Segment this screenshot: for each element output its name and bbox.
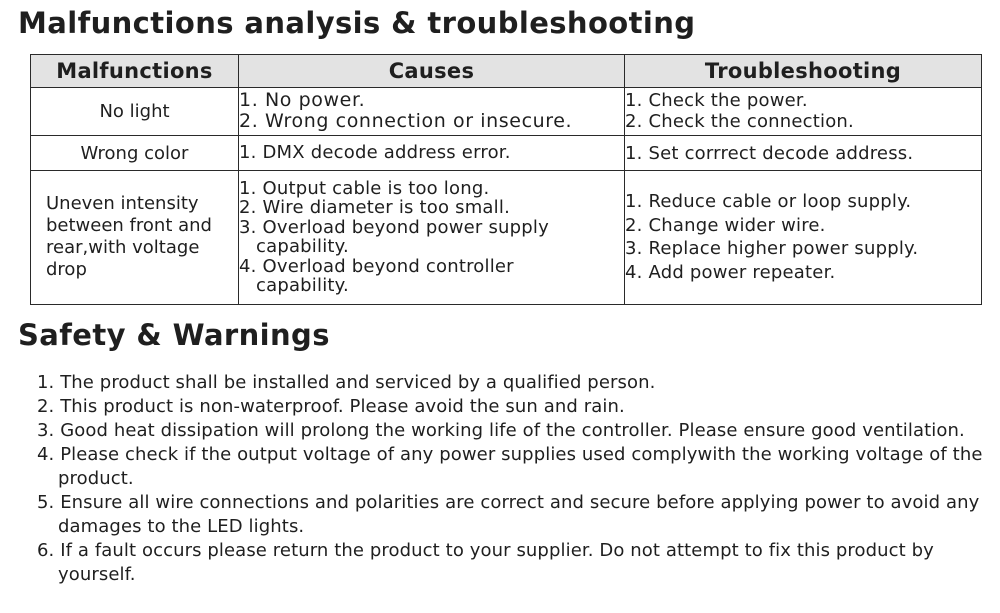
troubleshooting-line: 1. Set corrrect decode address. — [625, 142, 914, 164]
troubleshooting-line: 2. Check the connection. — [625, 111, 854, 133]
malfunctions-table — [30, 54, 982, 305]
list-item: 5. Ensure all wire connections and polarities are correct and secure before applying power to avoid any damages to the LED lights. — [37, 492, 980, 537]
troubleshooting-line: 1. Reduce cable or loop supply. — [625, 191, 912, 213]
header-causes: Causes — [239, 55, 625, 88]
list-item: 1. The product shall be installed and serviced by a qualified person. — [37, 372, 656, 393]
cause-line: 2. Wrong connection or insecure. — [239, 110, 573, 133]
table-header-row — [31, 55, 982, 88]
table-row — [31, 170, 982, 304]
cause-line: capability. — [256, 275, 349, 297]
table-row — [31, 136, 982, 171]
cause-line: 1. Output cable is too long. — [239, 177, 490, 199]
troubleshooting-cell — [625, 87, 982, 136]
list-item: 3. Good heat dissipation will prolong the working life of the controller. Please ensure good ventilation. — [37, 420, 965, 441]
safety-warnings-list — [37, 371, 987, 587]
causes-cell — [239, 170, 625, 304]
malfunction-cell: No light — [31, 87, 239, 136]
causes-cell — [239, 87, 625, 136]
troubleshooting-line: 4. Add power repeater. — [625, 261, 836, 283]
cause-line: 1. No power. — [239, 89, 366, 112]
list-item: 2. This product is non-waterproof. Please avoid the sun and rain. — [37, 396, 625, 417]
troubleshooting-line: 3. Replace higher power supply. — [625, 238, 919, 260]
malfunction-line: drop — [46, 259, 87, 281]
malfunction-line: between front and — [46, 215, 212, 237]
cause-line: 1. DMX decode address error. — [239, 142, 511, 164]
malfunction-cell: Wrong color — [31, 136, 239, 171]
list-item: 4. Please check if the output voltage of any power supplies used complywith the working voltage of the product. — [37, 444, 983, 489]
cause-line: capability. — [256, 236, 349, 258]
table-row — [31, 87, 982, 136]
header-malfunctions: Malfunctions — [31, 55, 239, 88]
troubleshooting-line: 1. Check the power. — [625, 90, 808, 112]
malfunction-cell — [31, 170, 239, 304]
malfunction-line: rear,with voltage — [46, 237, 200, 259]
list-item: 6. If a fault occurs please return the product to your supplier. Do not attempt to fix this product by yourself. — [37, 540, 934, 585]
header-troubleshooting: Troubleshooting — [625, 55, 982, 88]
cause-line: 4. Overload beyond controller — [239, 255, 514, 277]
causes-cell — [239, 136, 625, 171]
cause-line: 2. Wire diameter is too small. — [239, 197, 510, 219]
malfunctions-section-title: Malfunctions analysis & troubleshooting — [18, 6, 696, 40]
troubleshooting-cell — [625, 170, 982, 304]
safety-section-title: Safety & Warnings — [18, 318, 330, 352]
malfunction-line: Uneven intensity — [46, 193, 199, 215]
cause-line: 3. Overload beyond power supply — [239, 216, 549, 238]
troubleshooting-line: 2. Change wider wire. — [625, 214, 826, 236]
troubleshooting-cell — [625, 136, 982, 171]
